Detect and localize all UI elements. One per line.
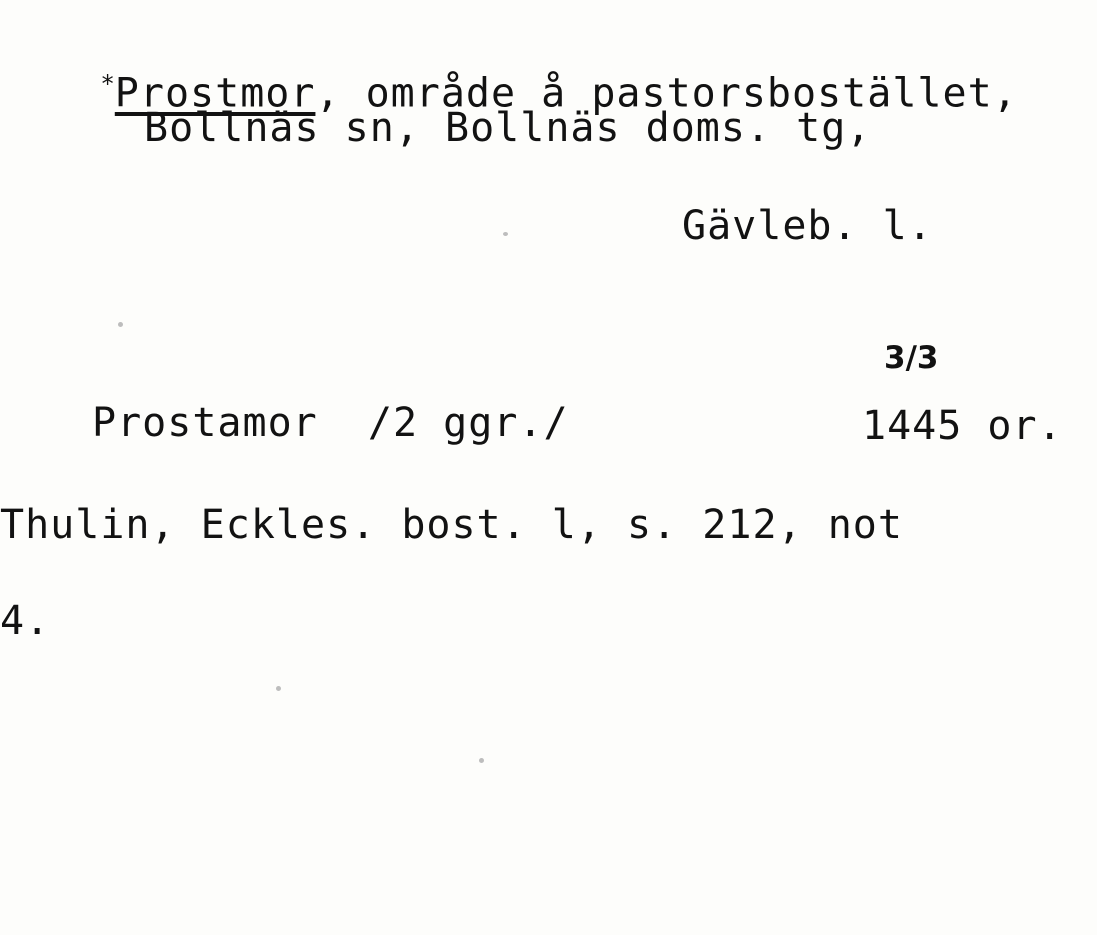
- asterisk-mark: *: [100, 70, 115, 98]
- paper-speck: [479, 758, 484, 763]
- heading-line-3: Gävleb. l.: [682, 203, 933, 249]
- heading-line-1-rest: , område å pastorsbostället,: [315, 70, 1018, 117]
- entry-form-line: Prostamor /2 ggr./: [92, 400, 569, 446]
- paper-speck: [503, 232, 508, 236]
- paper-speck: [118, 322, 123, 327]
- fraction-annotation: 3/3: [884, 340, 939, 376]
- source-line-2: 4.: [0, 598, 51, 644]
- source-line-1: Thulin, Eckles. bost. l, s. 212, not: [0, 502, 903, 548]
- paper-speck: [276, 686, 281, 691]
- headword: Prostmor: [114, 70, 316, 117]
- heading-line-2: Bollnäs sn, Bollnäs doms. tg,: [144, 105, 872, 151]
- entry-year: 1445 or.: [862, 403, 1063, 449]
